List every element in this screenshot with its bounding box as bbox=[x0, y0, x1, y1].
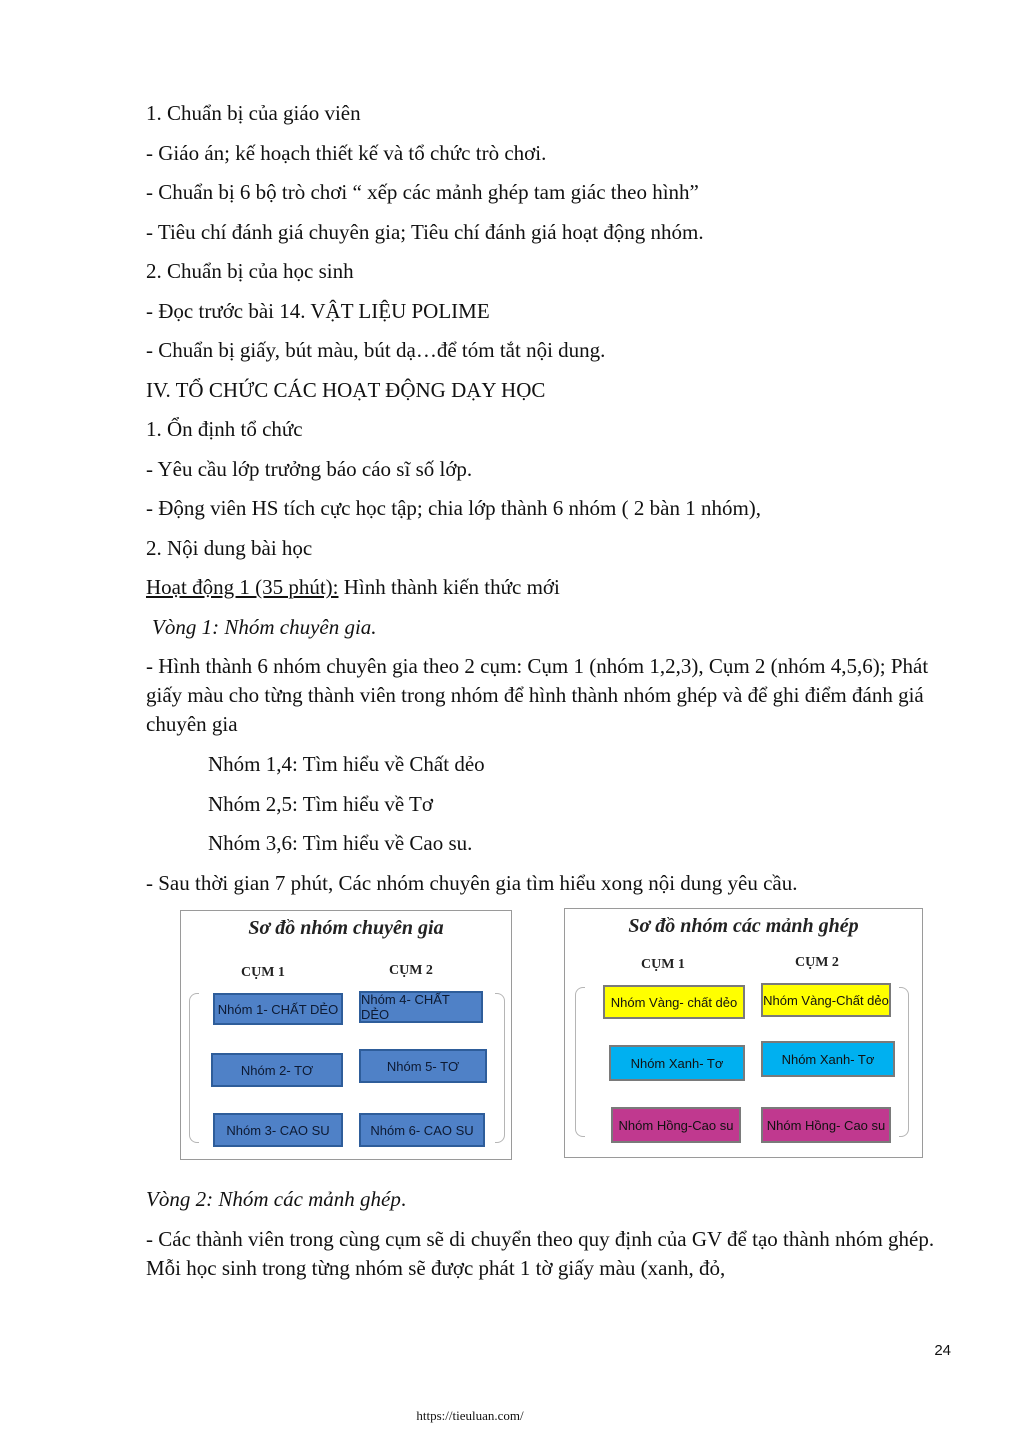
group-item: Nhóm 1,4: Tìm hiểu về Chất dẻo bbox=[208, 752, 485, 776]
round2-paragraph: - Các thành viên trong cùng cụm sẽ di chuyển theo quy định của GV để tạo thành nhóm ghép. Mỗi học sinh trong từng nhóm sẽ được phát 1 tờ giấy màu (xanh, đỏ, bbox=[146, 1227, 935, 1280]
page-number: 24 bbox=[934, 1342, 951, 1359]
right-bracket bbox=[899, 987, 909, 1137]
text-line: - Chuẩn bị 6 bộ trò chơi “ xếp các mảnh ghép tam giác theo hình” bbox=[146, 180, 699, 204]
cluster-2-label: CỤM 2 bbox=[795, 955, 839, 970]
heading-teacher-prep: 1. Chuẩn bị của giáo viên bbox=[146, 101, 361, 125]
heading-student-prep: 2. Chuẩn bị của học sinh bbox=[146, 259, 354, 283]
group-box: Nhóm Vàng- chất dẻo bbox=[603, 985, 745, 1019]
diagram-title: Sơ đồ nhóm các mảnh ghép bbox=[628, 915, 859, 937]
group-box: Nhóm 3- CAO SU bbox=[213, 1113, 343, 1147]
group-item: Nhóm 3,6: Tìm hiểu về Cao su. bbox=[208, 831, 473, 855]
heading-organization: 1. Ổn định tổ chức bbox=[146, 417, 303, 441]
text-line: - Động viên HS tích cực học tập; chia lớp thành 6 nhóm ( 2 bàn 1 nhóm), bbox=[146, 496, 762, 520]
text-line: - Yêu cầu lớp trưởng báo cáo sĩ số lớp. bbox=[146, 457, 473, 481]
text-line: - Chuẩn bị giấy, bút màu, bút dạ…để tóm tắt nội dung. bbox=[146, 338, 606, 362]
group-box: Nhóm 5- TƠ bbox=[359, 1049, 487, 1083]
activity-text: Hình thành kiến thức mới bbox=[338, 575, 560, 599]
round1-title: Vòng 1: Nhóm chuyên gia. bbox=[152, 615, 377, 639]
group-item: Nhóm 2,5: Tìm hiểu về Tơ bbox=[208, 792, 433, 816]
activity-label: Hoạt động 1 (35 phút): bbox=[146, 575, 339, 599]
footer-url[interactable]: https://tieuluan.com/ bbox=[416, 1408, 524, 1423]
text-line: - Giáo án; kế hoạch thiết kế và tổ chức trò chơi. bbox=[146, 141, 547, 165]
left-bracket bbox=[189, 993, 199, 1143]
round1-paragraph: - Hình thành 6 nhóm chuyên gia theo 2 cụm: Cụm 1 (nhóm 1,2,3), Cụm 2 (nhóm 4,5,6); Phát giấy màu cho từng thành viên trong nhóm để hình thành nhóm ghép và để ghi điểm đánh giá chuyên gia bbox=[146, 654, 929, 736]
group-box: Nhóm Xanh- Tơ bbox=[761, 1041, 895, 1077]
text-line: - Tiêu chí đánh giá chuyên gia; Tiêu chí đánh giá hoạt động nhóm. bbox=[146, 220, 704, 244]
activity-line bbox=[146, 573, 560, 601]
group-box: Nhóm 2- TƠ bbox=[211, 1053, 343, 1087]
group-box: Nhóm 1- CHẤT DẺO bbox=[213, 993, 343, 1025]
expert-groups-diagram bbox=[180, 910, 512, 1160]
round2-title-text: Vòng 2: Nhóm các mảnh ghép bbox=[146, 1187, 401, 1211]
right-bracket bbox=[495, 993, 505, 1143]
heading-lesson-content: 2. Nội dung bài học bbox=[146, 536, 313, 560]
jigsaw-groups-diagram bbox=[564, 908, 923, 1158]
group-box: Nhóm Vàng-Chất dẻo bbox=[761, 983, 891, 1017]
group-box: Nhóm 4- CHẤT DẺO bbox=[359, 991, 483, 1023]
left-bracket bbox=[575, 987, 585, 1137]
round2-title: Vòng 2: Nhóm các mảnh ghép. bbox=[146, 1187, 407, 1211]
cluster-2-label: CỤM 2 bbox=[389, 963, 433, 978]
cluster-1-label: CỤM 1 bbox=[641, 957, 685, 972]
section-heading: IV. TỔ CHỨC CÁC HOẠT ĐỘNG DẠY HỌC bbox=[146, 378, 546, 402]
group-box: Nhóm 6- CAO SU bbox=[359, 1113, 485, 1147]
text-line: - Sau thời gian 7 phút, Các nhóm chuyên gia tìm hiểu xong nội dung yêu cầu. bbox=[146, 871, 798, 895]
diagram-title: Sơ đồ nhóm chuyên gia bbox=[248, 917, 444, 939]
text-line: - Đọc trước bài 14. VẬT LIỆU POLIME bbox=[146, 299, 490, 323]
cluster-1-label: CỤM 1 bbox=[241, 965, 285, 980]
group-box: Nhóm Hồng-Cao su bbox=[611, 1107, 741, 1143]
group-box: Nhóm Xanh- Tơ bbox=[609, 1045, 745, 1081]
group-box: Nhóm Hồng- Cao su bbox=[761, 1107, 891, 1143]
